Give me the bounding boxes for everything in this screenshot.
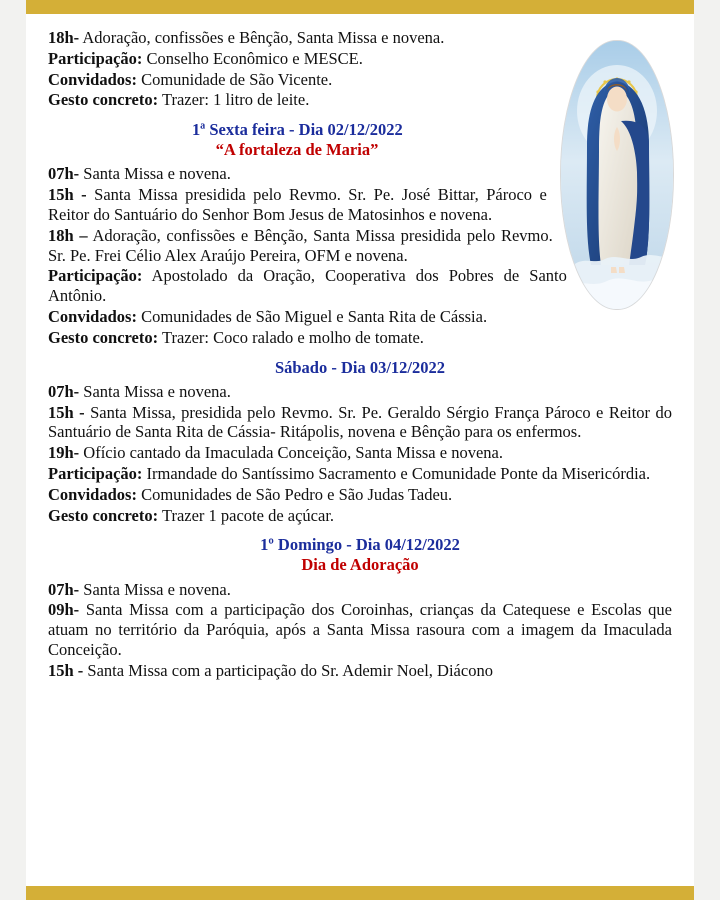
marian-image-wrap bbox=[560, 40, 672, 308]
section-entry bbox=[48, 328, 672, 348]
entry-text: Santa Missa presidida pelo Revmo. Sr. Pe. José Bittar, Pároco e Reitor do Santuário do Senhor Bom Jesus de Matosinhos e novena. bbox=[48, 185, 547, 225]
entry-label: Gesto concreto: bbox=[48, 327, 159, 347]
entry-text: Trazer: Coco ralado e molho de tomate. bbox=[161, 327, 424, 347]
right-margin bbox=[694, 0, 720, 900]
entry-label: Convidados: bbox=[48, 69, 137, 89]
entry-text: Santa Missa e novena. bbox=[83, 164, 231, 184]
section-entry bbox=[48, 485, 672, 505]
entry-label: 19h- bbox=[48, 443, 80, 463]
section-subtitle: “A fortaleza de Maria” bbox=[215, 140, 379, 160]
entry-text: Ofício cantado da Imaculada Conceição, Santa Missa e novena. bbox=[83, 443, 503, 463]
entry-text: Apostolado da Oração, Cooperativa dos Pobres de Santo Antônio. bbox=[48, 266, 567, 306]
entry-text: Comunidades de São Miguel e Santa Rita de Cássia. bbox=[141, 307, 488, 327]
section-title: 1º Domingo - Dia 04/12/2022 bbox=[260, 535, 460, 555]
entry-text: Conselho Econômico e MESCE. bbox=[146, 48, 363, 68]
entry-label: 18h – bbox=[48, 225, 88, 245]
entry-label: Participação: bbox=[48, 48, 143, 68]
entry-text: Adoração, confissões e Bênção, Santa Missa presidida pelo Revmo. Sr. Pe. Frei Célio Alex Araújo Pereira, OFM e novena. bbox=[48, 225, 553, 265]
section-entry bbox=[48, 443, 672, 463]
bottom-gold-band bbox=[0, 886, 720, 900]
entry-label: 07h- bbox=[48, 164, 80, 184]
entry-label: Participação: bbox=[48, 266, 143, 286]
entry-label: Gesto concreto: bbox=[48, 505, 159, 525]
entry-text: Trazer 1 pacote de açúcar. bbox=[161, 505, 335, 525]
entry-text: Santa Missa com a participação dos Coroinhas, crianças da Catequese e Escolas que atuam no território da Paróquia, após a Santa Missa rasoura com a imagem da Imaculada Conceição. bbox=[48, 600, 673, 659]
entry-text: Santa Missa com a participação do Sr. Ademir Noel, Diácono bbox=[87, 660, 493, 680]
entry-text: Irmandade do Santíssimo Sacramento e Comunidade Ponte da Misericórdia. bbox=[146, 463, 651, 483]
section-title: 1ª Sexta feira - Dia 02/12/2022 bbox=[192, 120, 403, 140]
entry-label: 07h- bbox=[48, 579, 80, 599]
entry-label: 09h- bbox=[48, 600, 80, 620]
entry-text: Santa Missa e novena. bbox=[83, 381, 231, 401]
entry-text: Comunidades de São Pedro e São Judas Tadeu. bbox=[141, 484, 453, 504]
entry-label: 15h - bbox=[48, 185, 87, 205]
section-entry bbox=[48, 600, 672, 659]
section-heading-group bbox=[48, 358, 672, 378]
entry-label: 07h- bbox=[48, 381, 80, 401]
entry-text: Santa Missa e novena. bbox=[83, 579, 231, 599]
section-subtitle: Dia de Adoração bbox=[301, 555, 419, 575]
section-entry bbox=[48, 506, 672, 526]
section-title: Sábado - Dia 03/12/2022 bbox=[274, 357, 446, 377]
top-gold-band bbox=[0, 0, 720, 14]
entry-label: 15h - bbox=[48, 660, 84, 680]
entry-text: Comunidade de São Vicente. bbox=[141, 69, 333, 89]
entry-label: 18h- bbox=[48, 28, 80, 47]
entry-text: Trazer: 1 litro de leite. bbox=[161, 90, 310, 110]
section-entry bbox=[48, 464, 672, 484]
section-sunday bbox=[48, 535, 672, 680]
section-saturday bbox=[48, 358, 672, 526]
left-margin bbox=[0, 0, 26, 900]
section-entry bbox=[48, 580, 672, 600]
section-heading-group bbox=[48, 535, 672, 575]
section-entry bbox=[48, 382, 672, 402]
section-entry bbox=[48, 661, 672, 681]
entry-label: Convidados: bbox=[48, 484, 137, 504]
entry-label: 15h - bbox=[48, 402, 85, 422]
entry-text: Santa Missa, presidida pelo Revmo. Sr. Pe. Geraldo Sérgio França Pároco e Reitor do Santuário de Santa Rita de Cássia- Ritápolis, novena e Bênção para os enfermos. bbox=[48, 402, 673, 442]
section-entry bbox=[48, 307, 672, 327]
section-entry bbox=[48, 403, 672, 443]
imaculada-conceicao-image bbox=[560, 40, 674, 310]
entry-label: Participação: bbox=[48, 463, 143, 483]
entry-label: Convidados: bbox=[48, 307, 137, 327]
entry-text: Adoração, confissões e Bênção, Santa Missa e novena. bbox=[82, 28, 445, 47]
document-content bbox=[26, 14, 694, 886]
entry-label: Gesto concreto: bbox=[48, 90, 159, 110]
